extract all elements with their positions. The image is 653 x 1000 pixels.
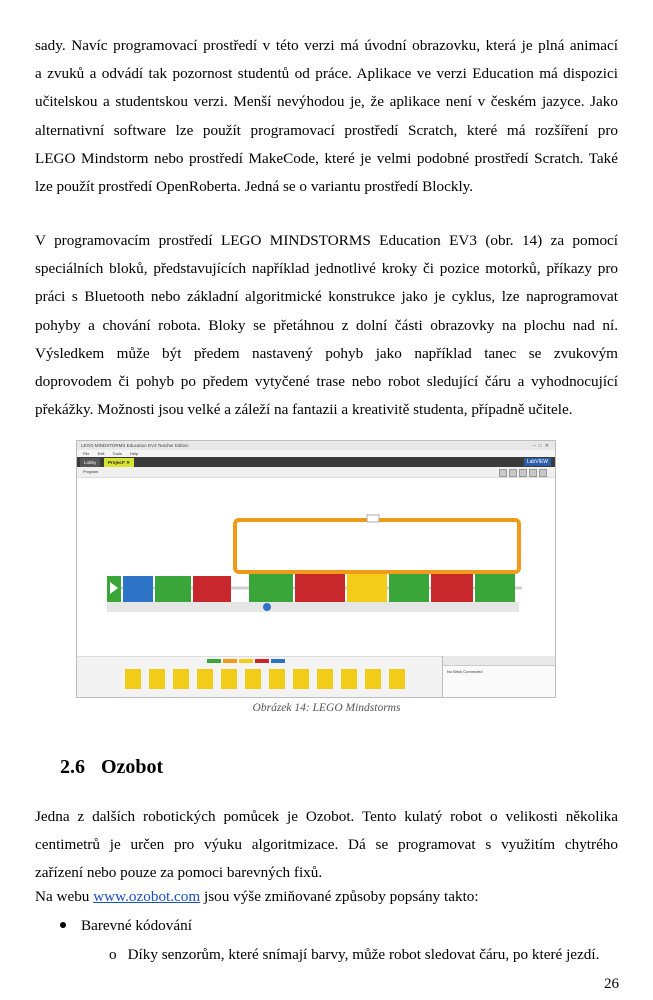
palette-block [197,669,213,689]
web-line-before: Na webu [35,888,94,905]
program-toolbar [77,467,555,478]
tab-project: Project* ✕ [104,458,134,467]
section-heading [60,756,163,779]
text-line: učitelskou a studentskou verzi. Menší nevýhodou je, že aplikace není v českém jazyce. Jako [35,93,618,111]
window-title-bar [77,441,555,450]
hardware-page [442,656,555,697]
palette-block [125,669,141,689]
palette-tab-action [207,659,221,663]
text-line: práci s Bluetooth nebo základní algoritmické konstrukce jako je cyklus, lze naprogramovat [35,288,618,306]
parameter-row [107,602,519,612]
program-blocks-svg [77,478,555,656]
section-number: 2.6 [60,756,85,778]
palette-block [317,669,333,689]
block-motor-1 [123,576,153,602]
bullet-dot-icon [60,922,66,928]
selected-param [263,603,271,611]
menu-edit: Edit [97,451,105,456]
section-title: Ozobot [101,756,164,778]
block-move-1 [155,576,191,602]
program-canvas [77,478,555,656]
tab-lobby: Lobby [80,458,100,467]
text-line: Výsledkem může být předem nastavený pohyb jako například tanec se zvukovým [35,344,618,362]
menu-file: File [83,451,90,456]
labview-badge: LabVIEW [524,458,551,466]
block-move-3 [389,574,429,602]
block-move-2 [249,574,293,602]
sub-bullet-marker: o [109,946,117,963]
palette-block [341,669,357,689]
palette-block [365,669,381,689]
lego-mindstorms-screenshot [76,440,556,698]
palette-tab-sensor [239,659,253,663]
block-wait-1 [347,574,387,602]
text-line: centimetrů je určen pro výuku algoritmizace. Dá se programovat s využitím chytrého [35,836,618,854]
page-number: 26 [604,976,619,992]
palette-block [389,669,405,689]
palette-block [149,669,165,689]
text-line: a zvuků a odvádí tak pozornost studentů od práce. Aplikace ve verzi Education má dispozici [35,65,618,83]
sub-bullet-item [109,946,599,964]
menu-help: Help [130,451,139,456]
palette-block [269,669,285,689]
bullet-item [60,917,192,935]
loop-label [367,515,379,522]
text-line: překážky. Možnosti jsou velké a záleží na fantazii a kreativitě studenta, případně učitele. [35,401,573,419]
paragraph-ev3-environment [35,227,618,424]
palette-tab-advanced [271,659,285,663]
paragraph-software-alternatives [35,32,618,201]
palette-tab-flow [223,659,237,663]
web-reference-line [35,888,479,906]
program-tab: Program [83,469,99,474]
brick-status: No Brick Connected [447,669,483,674]
text-line: doprovodem či pohyb po předem vytyčené trase nebo robot sledující čáru a vyhodnocující [35,372,618,390]
palette-block [245,669,261,689]
palette-block [221,669,237,689]
hardware-tabs [443,656,555,666]
block-move-4 [475,574,515,602]
loop-frame [235,520,519,572]
text-line: zařízení nebo pouze za pomoci barevných fixů. [35,864,323,882]
ozobot-link[interactable]: www.ozobot.com [93,888,201,905]
figure-caption: Obrázek 14: LEGO Mindstorms [252,702,401,714]
bullet-text: Barevné kódování [81,917,192,934]
menu-bar [77,450,555,457]
window-controls: –□✕ [533,443,552,449]
block-sound-1 [193,576,231,602]
web-line-after: jsou výše zmiňované způsoby popsány takto: [200,888,479,905]
text-line: pohyby a chování robota. Bloky se přetáhnou z dolní části obrazovky na plochu nad ní. [35,316,618,334]
palette-block [293,669,309,689]
block-sound-3 [431,574,473,602]
palette-tab-data [255,659,269,663]
paragraph-ozobot-intro [35,803,618,888]
palette-svg [77,657,443,698]
text-line: V programovacím prostředí LEGO MINDSTORMS Education EV3 (obr. 14) za pomocí [35,232,618,249]
block-sound-2 [295,574,345,602]
text-line: alternativní software lze použít programovací prostředí Scratch, které má rozšíření pro [35,121,618,139]
text-line: LEGO Mindstorm nebo prostředí MakeCode, které je velmi podobné prostředí Scratch. Také [35,149,618,167]
menu-tools: Tools [112,451,122,456]
window-title: LEGO MINDSTORMS Education EV3 Teacher Edition [81,443,189,448]
sub-bullet-text: Díky senzorům, které snímají barvy, může robot sledovat čáru, po které jezdí. [127,946,600,963]
text-line: lze použít prostředí OpenRoberta. Jedná se o variantu prostředí Blockly. [35,177,474,195]
text-line: Jedna z dalších robotických pomůcek je Ozobot. Tento kulatý robot o velikosti několika [35,808,618,825]
text-line: sady. Navíc programovací prostředí v této verzi má úvodní obrazovku, která je plná animací [35,37,618,54]
text-line: speciálních bloků, představujících například jednotlivé kroky či pozice motorků, příkazy pro [35,260,618,278]
palette-block [173,669,189,689]
tab-bar [77,457,555,467]
